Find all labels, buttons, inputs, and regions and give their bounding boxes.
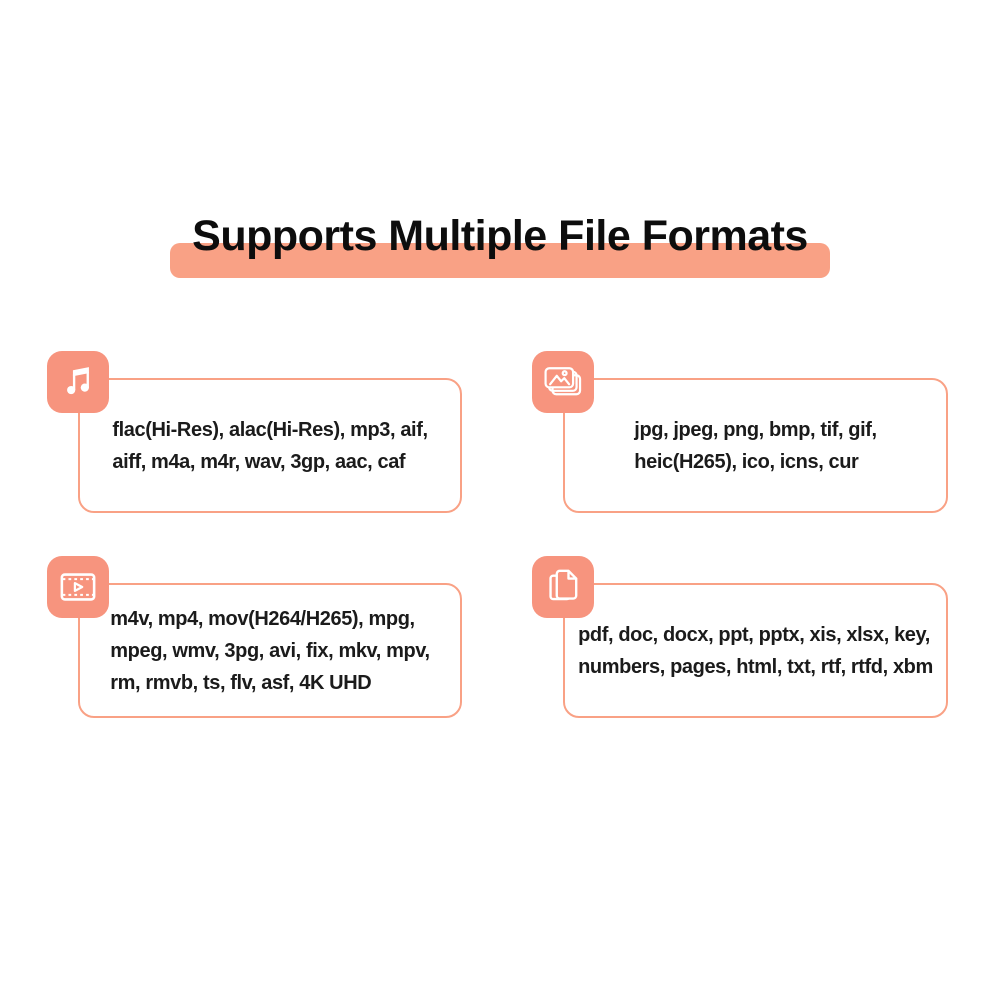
format-line: jpg, jpeg, png, bmp, tif, gif, xyxy=(634,418,877,441)
photo-stack-icon xyxy=(532,351,594,413)
music-note-glyph xyxy=(57,361,99,403)
format-line: numbers, pages, html, txt, rtf, rtfd, xbm xyxy=(578,655,933,678)
image-format-list xyxy=(634,414,876,478)
film-strip-glyph xyxy=(56,565,100,609)
music-note-icon xyxy=(47,351,109,413)
audio-formats-card xyxy=(78,378,462,513)
document-stack-glyph xyxy=(541,565,585,609)
format-line: pdf, doc, docx, ppt, pptx, xis, xlsx, key, xyxy=(578,623,930,646)
document-formats-card xyxy=(563,583,948,718)
video-formats-card xyxy=(78,583,462,718)
video-format-list xyxy=(110,603,429,699)
page-title: Supports Multiple File Formats xyxy=(192,212,808,260)
film-strip-icon xyxy=(47,556,109,618)
format-line: flac(Hi-Res), alac(Hi-Res), mp3, aif, xyxy=(112,418,428,441)
document-format-list xyxy=(578,619,933,683)
format-line: mpeg, wmv, 3pg, avi, fix, mkv, mpv, xyxy=(110,639,430,662)
photo-stack-glyph xyxy=(541,360,585,404)
format-line: aiff, m4a, m4r, wav, 3gp, aac, caf xyxy=(112,450,406,473)
image-formats-card xyxy=(563,378,948,513)
format-line: rm, rmvb, ts, flv, asf, 4K UHD xyxy=(110,671,372,694)
document-stack-icon xyxy=(532,556,594,618)
format-line: m4v, mp4, mov(H264/H265), mpg, xyxy=(110,607,415,630)
format-line: heic(H265), ico, icns, cur xyxy=(634,450,859,473)
audio-format-list xyxy=(112,414,427,478)
